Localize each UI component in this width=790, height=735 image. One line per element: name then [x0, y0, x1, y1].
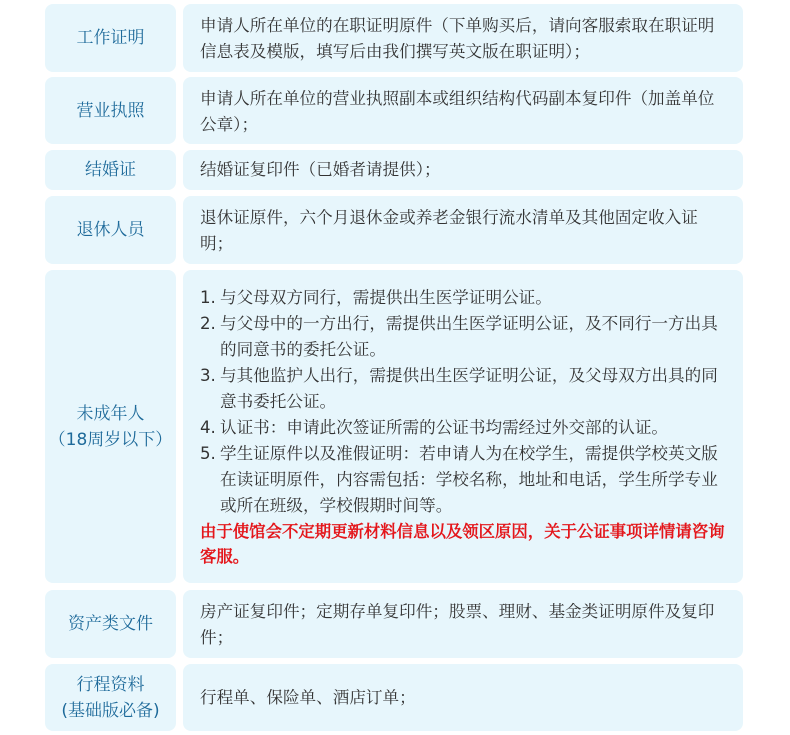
list-item-text: 与其他监护人出行，需提供出生医学证明公证，及父母双方出具的同意书委托公证。 — [220, 366, 718, 411]
row-content — [183, 150, 743, 190]
row-content — [183, 196, 743, 264]
row-label-text: 结婚证 — [85, 160, 136, 180]
row-label — [45, 4, 176, 72]
list-item — [200, 441, 729, 519]
row-label — [45, 150, 176, 190]
row-content-text: 房产证复印件；定期存单复印件；股票、理财、基金类证明原件及复印件； — [200, 602, 715, 647]
row-label — [45, 77, 176, 144]
row-content-text: 申请人所在单位的在职证明原件（下单购买后，请向客服索取在职证明信息表及模版，填写后由我们撰写英文版在职证明）； — [200, 16, 715, 61]
row-content — [183, 664, 743, 731]
row-label-text: 未成年人 — [76, 403, 145, 424]
row-label-subtext: （18周岁以下） — [48, 429, 173, 450]
row-label — [45, 590, 176, 658]
row-content-text: 结婚证复印件（已婚者请提供）； — [200, 160, 441, 179]
table-row-work-certificate — [45, 4, 743, 72]
table-row-asset-documents — [45, 590, 743, 658]
list-item-text: 与父母双方同行，需提供出生医学证明公证。 — [220, 288, 552, 307]
row-label — [45, 664, 176, 731]
table-row-minors — [45, 270, 743, 583]
table-row-retirees — [45, 196, 743, 264]
row-label — [45, 196, 176, 264]
row-label-text: 工作证明 — [76, 28, 145, 48]
list-item-text: 与父母中的一方出行，需提供出生医学证明公证，及不同行一方出具的同意书的委托公证。 — [220, 314, 718, 359]
row-label-text: 营业执照 — [76, 100, 145, 121]
row-label-text: 资产类文件 — [68, 614, 153, 634]
notice-text: 由于使馆会不定期更新材料信息以及领区原因，关于公证事项详情请咨询客服。 — [200, 522, 725, 566]
list-item-number: 2. — [200, 314, 216, 333]
list-item — [200, 311, 729, 363]
row-content-text: 行程单、保险单、酒店订单； — [200, 687, 416, 707]
list-item-text: 认证书：申请此次签证所需的公证书均需经过外交部的认证。 — [220, 418, 669, 437]
row-label — [45, 270, 176, 583]
row-content-text: 申请人所在单位的营业执照副本或组织结构代码副本复印件（加盖单位公章）； — [200, 89, 715, 134]
table-row-marriage-certificate — [45, 150, 743, 190]
list-item-number: 1. — [200, 288, 216, 307]
row-content — [183, 590, 743, 658]
row-content-text: 退休证原件，六个月退休金或养老金银行流水清单及其他固定收入证明； — [200, 208, 698, 253]
list-item — [200, 415, 729, 441]
row-content — [183, 4, 743, 72]
row-label-text: 退休人员 — [76, 220, 145, 240]
row-label-subtext: (基础版必备) — [61, 700, 160, 721]
table-row-business-license — [45, 77, 743, 144]
list-item-number: 3. — [200, 366, 216, 385]
table-row-itinerary — [45, 664, 743, 731]
list-item — [200, 285, 729, 311]
minor-requirements-list — [200, 285, 729, 519]
list-item-text: 学生证原件以及准假证明：若申请人为在校学生，需提供学校英文版在读证明原件，内容需包括：学校名称，地址和电话，学生所学专业或所在班级，学校假期时间等。 — [220, 444, 718, 515]
row-content — [183, 77, 743, 144]
list-item-number: 5. — [200, 444, 216, 463]
row-label-text: 行程资料 — [76, 674, 145, 695]
row-content — [183, 270, 743, 583]
list-item-number: 4. — [200, 418, 216, 437]
list-item — [200, 363, 729, 415]
